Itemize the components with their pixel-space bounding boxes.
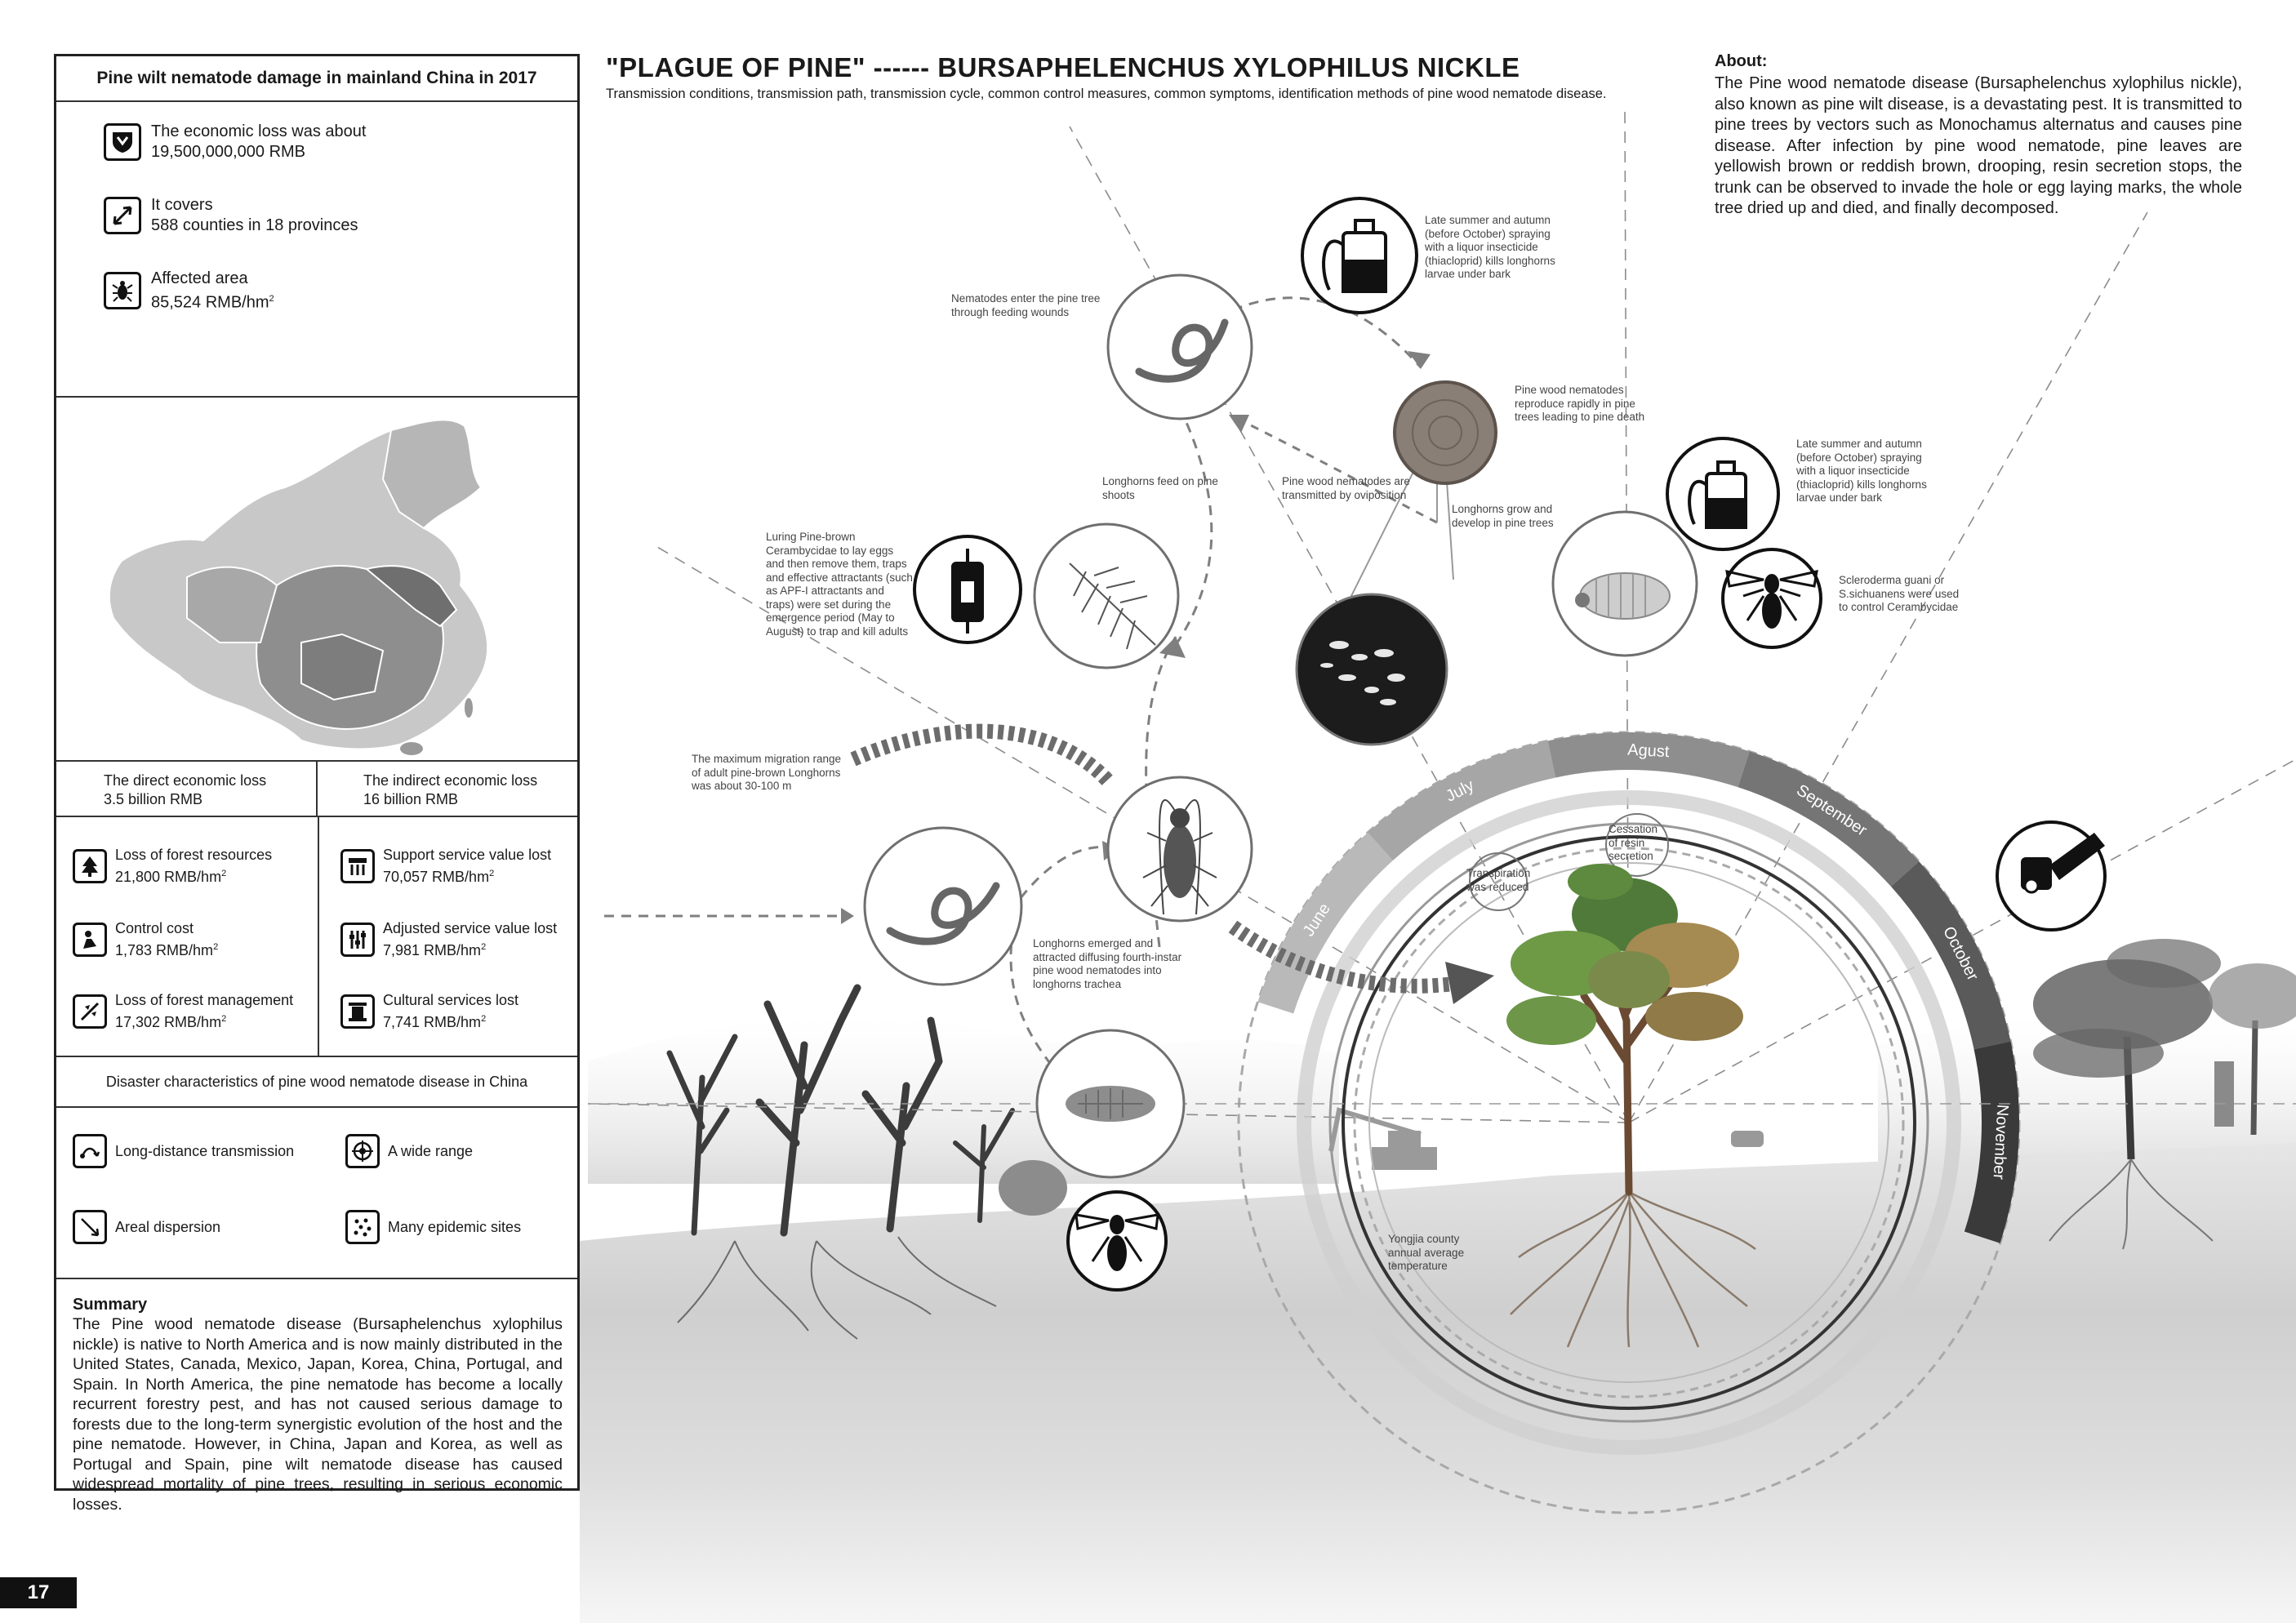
month-label-agust: Agust [1626, 740, 1670, 762]
direct-loss-value: 3.5 billion RMB [104, 791, 203, 807]
stat-economic-loss [104, 122, 366, 162]
worker-icon [73, 923, 107, 957]
loss-support-service: Support service value lost 70,057 RMB/$hm^2$ [340, 846, 551, 887]
loss-label: Control cost [115, 920, 194, 936]
label-longhorns-grow: Longhorns grow and develop in pine trees [1452, 503, 1554, 529]
loss-label: Loss of forest management [115, 992, 294, 1008]
stat-affected-area-value: 85,524 RMB/hm [151, 293, 269, 312]
map-section [56, 398, 577, 762]
stat-coverage [104, 195, 358, 236]
stage-nematode-left [865, 828, 1021, 985]
loss-label: Loss of forest resources [115, 847, 273, 863]
disaster-title-section [56, 1057, 577, 1108]
loss-value: 21,800 RMB/hm [115, 869, 222, 885]
target-icon [345, 1134, 380, 1168]
month-label-november: November [1989, 1104, 2012, 1181]
stat-affected-area: Affected area 85,524 RMB/$hm^2$ [104, 269, 274, 313]
grid-divider [318, 817, 319, 1057]
beetle-icon [104, 272, 141, 309]
label-spray-2: Late summer and autumn (before October) spraying with a liquor insecticide (thiacloprid) kills longhorns larvae under bark [1796, 438, 1927, 504]
indirect-loss-label: The indirect economic loss [363, 772, 538, 789]
month-label-june: June [1299, 900, 1334, 940]
stage-pine-shoot [1035, 524, 1178, 668]
summary-title: Summary [73, 1296, 148, 1314]
direct-loss-box [56, 762, 318, 817]
stat-economic-loss-value: 19,500,000,000 RMB [151, 143, 306, 161]
loss-value: 17,302 RMB/hm [115, 1014, 222, 1030]
stage-nematode-top [1108, 275, 1252, 419]
china-map [56, 398, 579, 762]
page-number: 17 [0, 1577, 77, 1608]
stat-coverage-value: 588 counties in 18 provinces [151, 216, 358, 234]
month-label-october: October [1939, 923, 1982, 984]
month-label-july: July [1443, 776, 1477, 806]
characteristics-section [56, 1108, 577, 1279]
column-icon [340, 994, 375, 1029]
char-label: Long-distance transmission [115, 1142, 295, 1159]
loss-adjusted-service: Adjusted service value lost 7,981 RMB/$hm^2$ [340, 919, 557, 960]
summary-text: The Pine wood nematode disease (Bursaphelenchus xylophilus nickle) is native to North America and is now mainly distributed in the United States, Canada, Mexico, Japan, Korea, China, Portugal, and Spain. In North America, the pine nematode has become a locally recurrent forestry pest, and has not caused serious damage to forests due to the long-term synergistic evolution of the host and the pine nematode. However, in China, Japan and Korea, as well as Portugal and Spain, pine wilt nematode disease has caused widespread mortality of pine trees, resulting in serious economic losses. [73, 1315, 563, 1514]
loss-value: 7,981 RMB/hm [383, 942, 482, 958]
char-long-distance [73, 1134, 294, 1168]
char-label: A wide range [388, 1142, 474, 1159]
dots-icon [345, 1210, 380, 1244]
label-cessation: Cessation of resin secretion [1609, 823, 1658, 862]
damage-title: Pine wilt nematode damage in mainland China in 2017 [96, 69, 537, 87]
loss-forest-resources: Loss of forest resources 21,800 RMB/$hm^2$ [73, 846, 272, 887]
month-label-september: September [1793, 780, 1871, 840]
central-pine-tree [1506, 864, 1743, 1192]
about-text: The Pine wood nematode disease (Bursaphelenchus xylophilus nickle), also known as pine wilt disease, is a devastating pest. It is transmitted to pine trees by vectors such as Monochamus alternatus and causes pine disease. After infection by pine wood nematode, pine leaves are yellowish brown or reddish brown, drooping, resin secretion stops, the trunk can be observed to invade the hole or egg laying marks, the whole tree dried up and died, and finally decomposed. [1715, 74, 2242, 217]
loss-value: 70,057 RMB/hm [383, 869, 490, 885]
loss-label: Adjusted service value lost [383, 920, 558, 936]
direct-loss-label: The direct economic loss [104, 772, 267, 789]
loss-cultural-services: Cultural services lost 7,741 RMB/$hm^2$ [340, 991, 518, 1032]
stat-coverage-label: It covers [151, 196, 213, 214]
loss-value: 7,741 RMB/hm [383, 1014, 482, 1030]
tree-icon [73, 849, 107, 883]
loss-value: 1,783 RMB/hm [115, 942, 214, 958]
page-title: "PLAGUE OF PINE" ------ BURSAPHELENCHUS XYLOPHILUS NICKLE [606, 52, 1520, 82]
loss-totals-section [56, 762, 577, 817]
indirect-loss-box [363, 771, 537, 809]
nematodes-photo [1297, 594, 1447, 745]
label-luring: Luring Pine-brown Cerambycidae to lay eggs and then remove them, traps and effective attractants (such as APF-I attractants and traps) were set during the emergence period (May to August) to trap and kill adults [766, 531, 913, 638]
stat-economic-loss-label: The economic loss was about [151, 122, 367, 140]
loss-control-cost: Control cost 1,783 RMB/$hm^2$ [73, 919, 218, 960]
label-oviposition: Pine wood nematodes are transmitted by oviposition [1282, 475, 1410, 501]
char-epidemic-sites [345, 1210, 521, 1244]
disaster-title: Disaster characteristics of pine wood nematode disease in China [105, 1073, 528, 1090]
label-longhorns-emerged: Longhorns emerged and attracted diffusing fourth-instar pine wood nematodes into longhorns trachea [1033, 937, 1182, 990]
stats-section [56, 102, 577, 398]
about-heading: About: [1715, 52, 1768, 70]
dispersion-icon [73, 1210, 107, 1244]
loss-details-section [56, 817, 577, 1057]
char-label: Many epidemic sites [388, 1218, 522, 1235]
thick-arrow-head [1445, 962, 1494, 1004]
stat-affected-area-label: Affected area [151, 269, 248, 287]
label-nematodes-enter: Nematodes enter the pine tree through feeding wounds [951, 292, 1101, 318]
shield-icon [104, 123, 141, 161]
diagonal-arrows-icon [104, 197, 141, 234]
damage-title-section [56, 56, 577, 102]
transmission-icon [73, 1134, 107, 1168]
char-wide-range [345, 1134, 473, 1168]
char-areal-dispersion [73, 1210, 220, 1244]
info-panel [54, 54, 580, 1514]
label-scleroderma: Scleroderma guani or S.sichuanens were used to control Cerambycidae [1839, 574, 1960, 613]
label-longhorns-feed: Longhorns feed on pine shoots [1102, 475, 1218, 501]
label-transpiration: Transpiration was reduced [1466, 867, 1531, 893]
label-spray-1: Late summer and autumn (before October) spraying with a liquor insecticide (thiacloprid) kills longhorns larvae under bark [1425, 214, 1555, 280]
char-label: Areal dispersion [115, 1218, 221, 1235]
management-icon [73, 994, 107, 1029]
support-icon [340, 849, 375, 883]
page-subtitle: Transmission conditions, transmission path, transmission cycle, common control measures, common symptoms, identification methods of pine wood nematode disease. [606, 87, 1607, 101]
label-migration: The maximum migration range of adult pine-brown Longhorns was about 30-100 m [692, 753, 842, 792]
wood-cross-section [1395, 382, 1496, 483]
summary-section [73, 1296, 563, 1514]
loss-label: Cultural services lost [383, 992, 519, 1008]
label-yongjia: Yongjia county annual average temperature [1388, 1233, 1465, 1272]
loss-forest-management: Loss of forest management 17,302 RMB/$hm^2$ [73, 991, 293, 1032]
loss-label: Support service value lost [383, 847, 552, 863]
label-reproduce: Pine wood nematodes reproduce rapidly in pine trees leading to pine death [1515, 384, 1645, 423]
indirect-loss-value: 16 billion RMB [363, 791, 459, 807]
sliders-icon [340, 923, 375, 957]
